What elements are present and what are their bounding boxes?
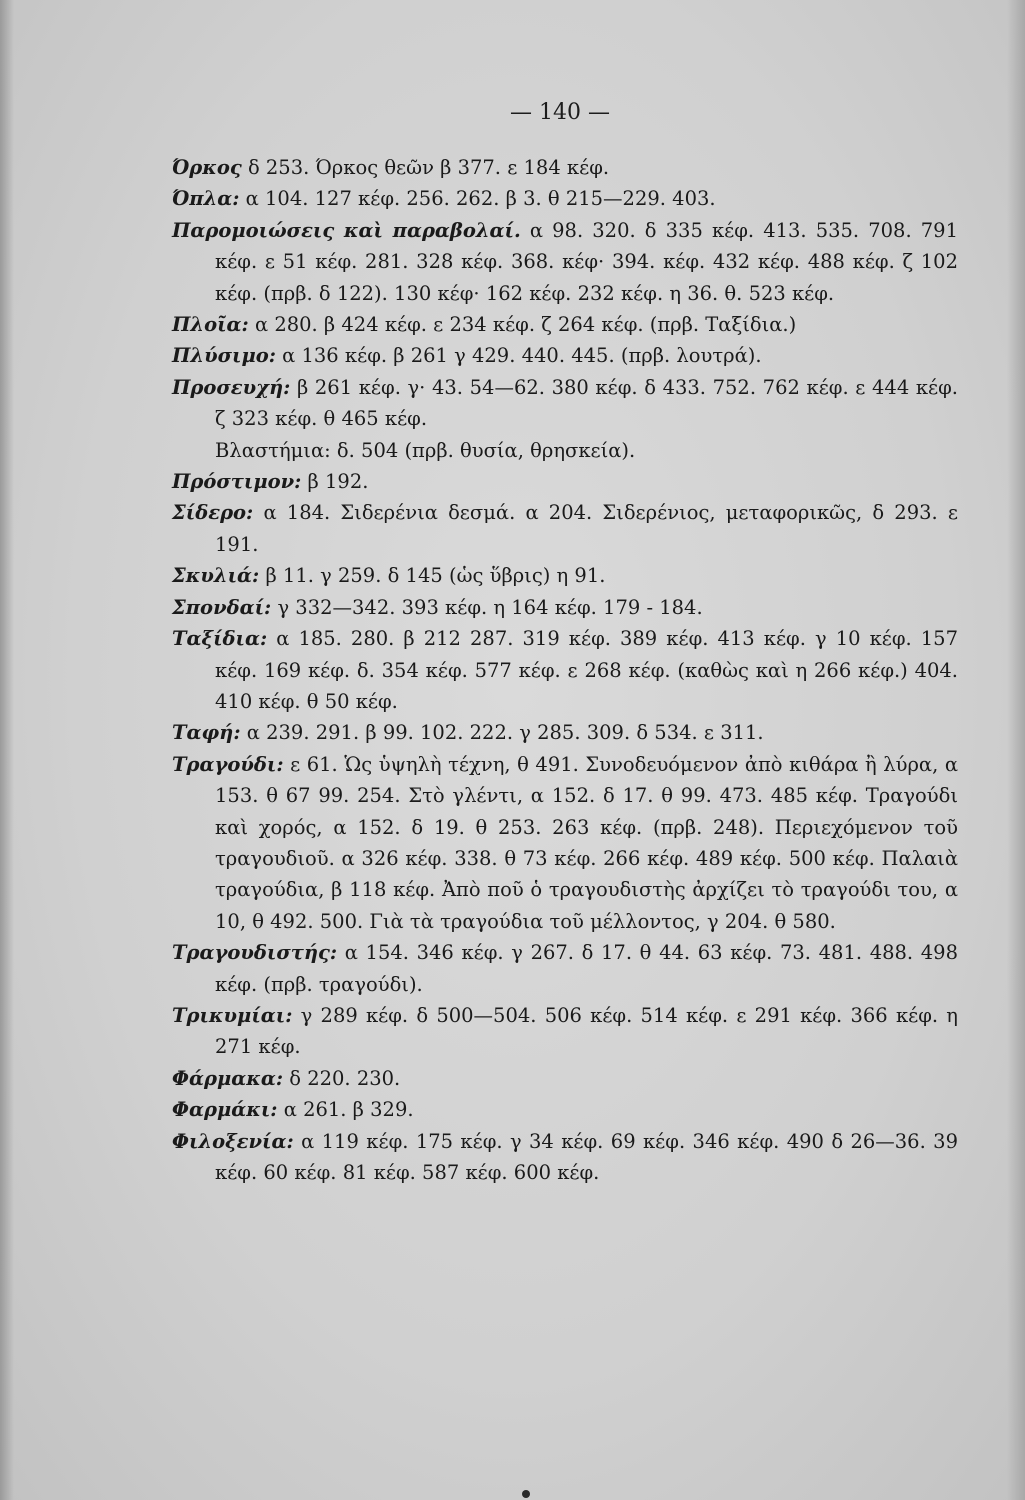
index-term: Προσευχή:: [172, 375, 291, 399]
index-term: Τραγουδιστής:: [172, 941, 338, 965]
index-references: α 239. 291. β 99. 102. 222. γ 285. 309. δ 534. ε 311.: [240, 721, 764, 745]
index-term: Παρομοιώσεις καὶ παραβολαί.: [172, 218, 521, 242]
page-number: — 140 —: [510, 100, 610, 125]
index-references: α 136 κέφ. β 261 γ 429. 440. 445. (πρβ. λουτρά).: [275, 344, 762, 368]
index-entry-spondai: [172, 592, 958, 623]
index-references: Βλαστήμια: δ. 504 (πρβ. θυσία, θρησκεία).: [215, 438, 636, 462]
page-edge-shadow-right: [1007, 0, 1025, 1500]
index-term: Πλύσιμο:: [172, 344, 276, 368]
index-entry-trikymiai: [172, 1000, 958, 1063]
index-references: ε 61. Ὡς ὑψηλὴ τέχνη, θ 491. Συνοδευόμενον ἀπὸ κιθάρα ἢ λύρα, α 153. θ 67 99. 254. Στὸ γλέντι, α 152. δ 17. θ 99. 473. 485 κέφ. Τραγούδι καὶ χορός, α 152. δ 19. θ 253. 263 κέφ. (πρβ. 248). Περιεχόμενον τοῦ τραγουδιοῦ. α 326 κέφ. 338. θ 73 κέφ. 266 κέφ. 489 κέφ. 500 κέφ. Παλαιὰ τραγούδια, β 118 κέφ. Ἀπὸ ποῦ ὁ τραγουδιστὴς ἀρχίζει τὸ τραγούδι του, α 10, θ 492. 500. Γιὰ τὰ τραγούδια τοῦ μέλλοντος, γ 204. θ 580.: [215, 752, 958, 933]
index-term: Όπλα:: [172, 187, 240, 211]
index-references: β 261 κέφ. γ· 43. 54—62. 380 κέφ. δ 433. 752. 762 κέφ. ε 444 κέφ. ζ 323 κέφ. θ 465 κέφ.: [215, 375, 958, 431]
index-references: α 261. β 329.: [277, 1098, 414, 1122]
index-references: α 184. Σιδερένια δεσμά. α 204. Σιδερένιος, μεταφορικῶς, δ 293. ε 191.: [215, 501, 958, 556]
index-entry-farmaka: [172, 1063, 958, 1094]
index-references: α 280. β 424 κέφ. ε 234 κέφ. ζ 264 κέφ. (πρβ. Ταξίδια.): [248, 313, 797, 337]
index-entry-opla: [172, 183, 958, 214]
index-entry-tafi: [172, 717, 958, 748]
index-entry-paromoioseis: [172, 215, 958, 309]
ink-speck: [522, 1490, 530, 1498]
index-references: γ 332—342. 393 κέφ. η 164 κέφ. 179 - 184.: [271, 595, 703, 619]
index-term: Σκυλιά:: [172, 564, 260, 588]
index-term: Τραγούδι:: [172, 752, 284, 776]
index-term: Πλοῖα:: [172, 313, 249, 337]
index-references: α 154. 346 κέφ. γ 267. δ 17. θ 44. 63 κέφ. 73. 481. 488. 498 κέφ. (πρβ. τραγούδι).: [215, 941, 958, 996]
index-references: α 119 κέφ. 175 κέφ. γ 34 κέφ. 69 κέφ. 346 κέφ. 490 δ 26—36. 39 κέφ. 60 κέφ. 81 κέφ. 587 κέφ. 600 κέφ.: [215, 1129, 958, 1184]
index-term: Όρκος: [172, 156, 242, 179]
index-entry-taxidia: [172, 623, 958, 717]
index-entry-proseuchi: [172, 372, 958, 435]
index-entry-ploia: [172, 309, 958, 340]
index-term: Φιλοξενία:: [172, 1129, 294, 1153]
index-term: Σπονδαί:: [172, 595, 272, 619]
index-term: Τρικυμίαι:: [172, 1003, 293, 1027]
index-references: δ 220. 230.: [283, 1066, 401, 1090]
index-entry-farmaki: [172, 1094, 958, 1125]
subject-index: [172, 152, 958, 1188]
index-term: Ταξίδια:: [172, 627, 268, 651]
index-entry-tragoudistis: [172, 937, 958, 1000]
index-references: γ 289 κέφ. δ 500—504. 506 κέφ. 514 κέφ. ε 291 κέφ. 366 κέφ. η 271 κέφ.: [215, 1003, 958, 1059]
index-term: Πρόστιμον:: [172, 470, 302, 494]
index-entry-plysimo: [172, 340, 958, 371]
index-entry-filoxenia: [172, 1126, 958, 1189]
index-references: α 98. 320. δ 335 κέφ. 413. 535. 708. 791 κέφ. ε 51 κέφ. 281. 328 κέφ. 368. κέφ· 394. κέφ. 432 κέφ. 488 κέφ. ζ 102 κέφ. (πρβ. δ 122). 130 κέφ· 162 κέφ. 232 κέφ. η 36. θ. 523 κέφ.: [215, 218, 958, 305]
index-references: β 11. γ 259. δ 145 (ὡς ὕβρις) η 91.: [259, 564, 606, 588]
index-references: β 192.: [301, 470, 369, 494]
index-references: δ 253. Όρκος θεῶν β 377. ε 184 κέφ.: [241, 156, 610, 179]
index-entry-orkos: [172, 152, 958, 183]
index-term: Ταφή:: [172, 721, 241, 745]
index-entry-tragoudi: [172, 749, 958, 937]
index-subentry-vlastimia: [172, 435, 958, 466]
index-entry-sidero: [172, 497, 958, 560]
index-entry-prostimon: [172, 466, 958, 497]
page-edge-shadow-left: [0, 0, 14, 1500]
index-term: Σίδερο:: [172, 501, 254, 525]
index-references: α 185. 280. β 212 287. 319 κέφ. 389 κέφ. 413 κέφ. γ 10 κέφ. 157 κέφ. 169 κέφ. δ. 354 κέφ. 577 κέφ. ε 268 κέφ. (καθὼς καὶ η 266 κέφ.) 404. 410 κέφ. θ 50 κέφ.: [215, 627, 958, 713]
index-term: Φάρμακα:: [172, 1066, 284, 1090]
index-term: Φαρμάκι:: [172, 1098, 278, 1122]
index-references: α 104. 127 κέφ. 256. 262. β 3. θ 215—229. 403.: [239, 187, 716, 211]
index-entry-skylia: [172, 560, 958, 591]
